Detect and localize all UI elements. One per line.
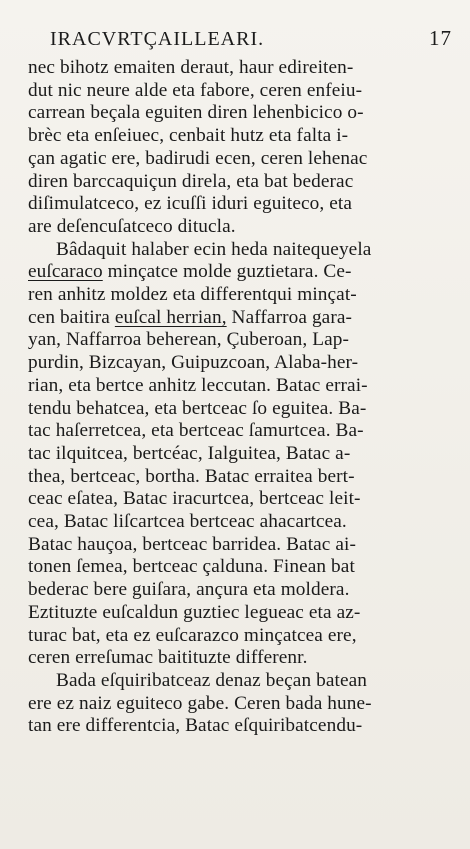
text-line: yan, Naffarroa beherean, Çuberoan, Lap- [28,329,349,351]
running-header [50,26,456,51]
text-line: tac ilquitcea, bertcéac, Ialguitea, Batac a- [28,442,351,464]
text-line [28,261,456,284]
text-line: ren anhitz moldez eta differentqui minçat- [28,284,357,306]
text-line: tan ere differentcia, Batac eſquiribatcendu- [28,715,363,737]
text-line: turac bat, eta ez euſcarazco minçatcea ere, [28,624,357,646]
text-line: tac haſerretcea, eta bertceac ſamurtcea. Ba- [28,420,364,442]
text-line: rian, eta bertce anhitz leccutan. Batac errai- [28,374,368,396]
text-line: Bâdaquit halaber ecin heda naitequeyela [56,238,372,260]
underlined-phrase: euſcal herrian, [114,306,227,328]
text-line: are deſencuſatceco ditucla. [28,215,236,237]
body-text [28,57,456,738]
text-line: Bada eſquiribatceaz denaz beçan batean [56,669,368,691]
text-line: cea, Batac liſcartcea bertceac ahacartcea. [28,511,347,533]
text-line: nec bihotz emaiten deraut, haur edireiten- [28,57,354,78]
page-number: 17 [429,26,452,50]
text-line: tonen ſemea, bertceac çalduna. Finean bat [28,556,355,578]
text-line: Eztituzte euſcaldun guztiec legueac eta az- [28,601,361,623]
text-line: purdin, Bizcayan, Guipuzcoan, Alaba-her- [28,352,359,374]
text-line-part: minçatce molde guztietara. Ce- [102,261,352,283]
text-line: thea, bertceac, bortha. Batac erraitea bert- [28,465,355,487]
text-line: çan agatic ere, badirudi ecen, ceren lehenac [28,147,368,169]
text-line: Batac hauçoa, bertceac barridea. Batac ai- [28,533,357,555]
text-line: brèc eta enſeiuec, cenbait hutz eta falta i- [28,125,349,147]
text-line: diren barccaquiçun direla, eta bat bederac [28,170,354,192]
text-line: dut nic neure alde eta fabore, ceren enfeiu- [28,79,363,101]
text-line: ere ez naiz eguiteco gabe. Ceren bada hune- [28,692,372,714]
underlined-phrase: euſcaraco [28,261,103,283]
text-line: bederac bere guiſara, ançura eta moldera. [28,579,350,601]
text-line [28,307,456,330]
text-line: ceren erreſumac baitituzte differenr. [28,647,308,669]
text-line-part: cen baitira [28,306,115,328]
text-line: carrean beçala eguiten diren lehenbicico o- [28,102,364,124]
text-line: ceac eſatea, Batac iracurtcea, bertceac leit- [28,488,361,510]
text-line: diſimulatceco, ez icuſſi iduri eguiteco, eta [28,193,353,215]
text-line-part: Naffarroa gara- [226,306,353,328]
running-title: IRACVRTÇAILLEARI. [50,28,265,50]
text-line: tendu behatcea, eta bertceac ſo eguitea. Ba- [28,397,367,419]
